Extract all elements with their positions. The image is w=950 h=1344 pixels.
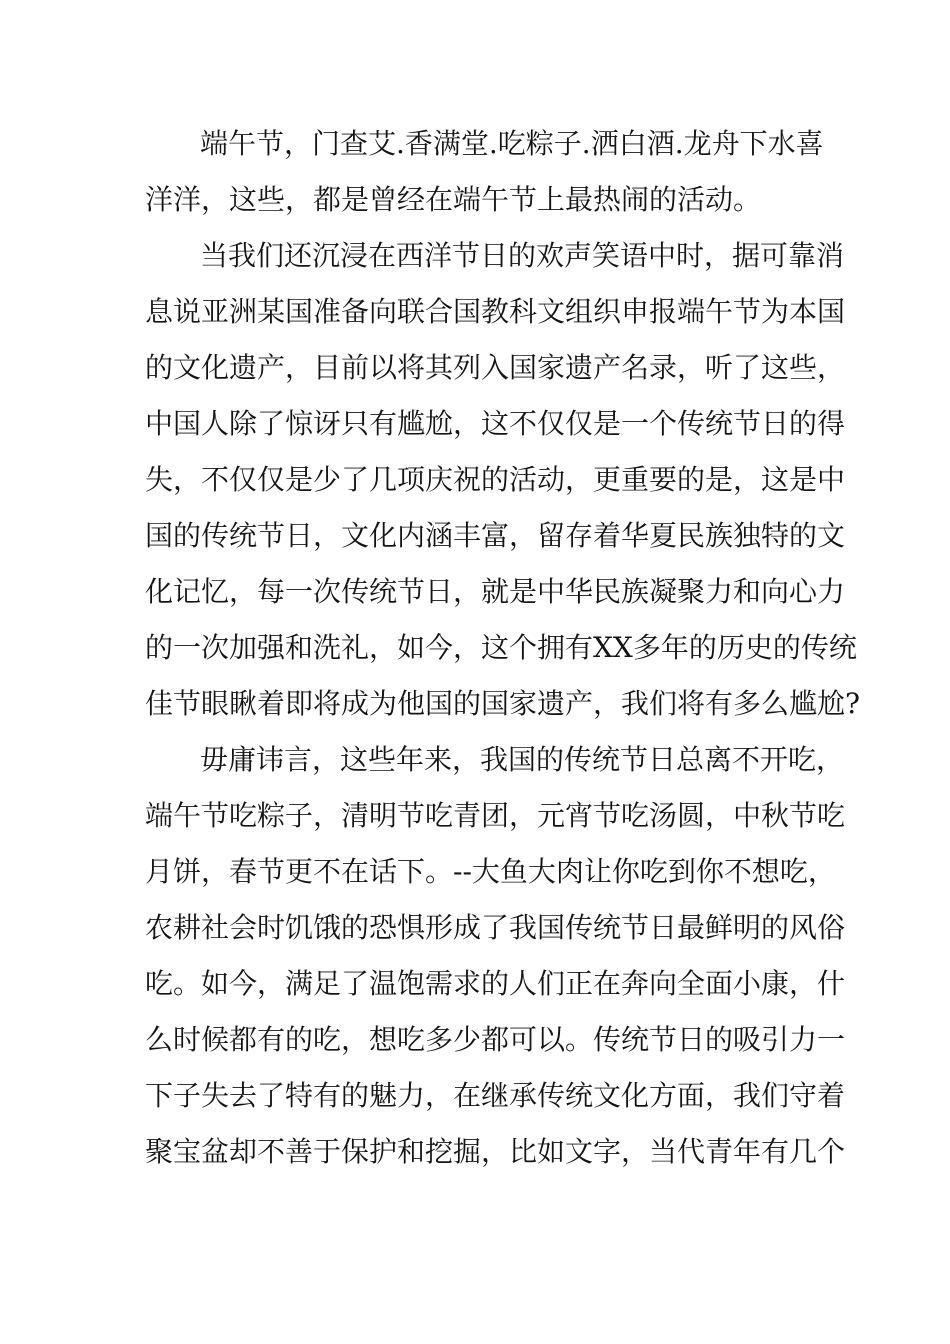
paragraph-3-line-4: 农耕社会时饥饿的恐惧形成了我国传统节日最鲜明的风俗 — [145, 911, 846, 944]
paragraph-3-line-7: 下子失去了特有的魅力，在继承传统文化方面，我们守着 — [145, 1079, 846, 1112]
paragraph-3-line-3: 月饼，春节更不在话下。--大鱼大肉让你吃到你不想吃， — [145, 855, 836, 888]
paragraph-2-line-4: 中国人除了惊讶只有尴尬，这不仅仅是一个传统节日的得 — [145, 407, 846, 440]
paragraph-2-line-6: 国的传统节日，文化内涵丰富，留存着华夏民族独特的文 — [145, 519, 846, 552]
paragraph-2-line-8: 的一次加强和洗礼，如今，这个拥有XX多年的历史的传统 — [145, 631, 857, 664]
paragraph-3-line-6: 么时候都有的吃，想吃多少都可以。传统节日的吸引力一 — [145, 1023, 846, 1056]
paragraph-3-line-5: 吃。如今，满足了温饱需求的人们正在奔向全面小康，什 — [145, 967, 846, 1000]
paragraph-1-line-2: 洋洋，这些，都是曾经在端午节上最热闹的活动。 — [145, 183, 762, 216]
paragraph-2-line-5: 失，不仅仅是少了几项庆祝的活动，更重要的是，这是中 — [145, 463, 846, 496]
paragraph-2-line-9: 佳节眼瞅着即将成为他国的国家遗产，我们将有多么尴尬? — [145, 687, 861, 720]
paragraph-2-line-3: 的文化遗产，目前以将其列入国家遗产名录，听了这些， — [145, 351, 846, 384]
paragraph-1-line-1: 端午节，门查艾.香满堂.吃粽子.洒白酒.龙舟下水喜 — [200, 127, 824, 160]
paragraph-2-line-7: 化记忆，每一次传统节日，就是中华民族凝聚力和向心力 — [145, 575, 846, 608]
paragraph-3-line-1: 毋庸讳言，这些年来，我国的传统节日总离不开吃， — [200, 743, 845, 776]
paragraph-3-line-2: 端午节吃粽子，清明节吃青团，元宵节吃汤圆，中秋节吃 — [145, 799, 846, 832]
paragraph-3-line-8: 聚宝盆却不善于保护和挖掘，比如文字，当代青年有几个 — [145, 1135, 846, 1168]
paragraph-2-line-1: 当我们还沉浸在西洋节日的欢声笑语中时，据可靠消 — [200, 239, 845, 272]
paragraph-2-line-2: 息说亚洲某国准备向联合国教科文组织申报端午节为本国 — [145, 295, 846, 328]
